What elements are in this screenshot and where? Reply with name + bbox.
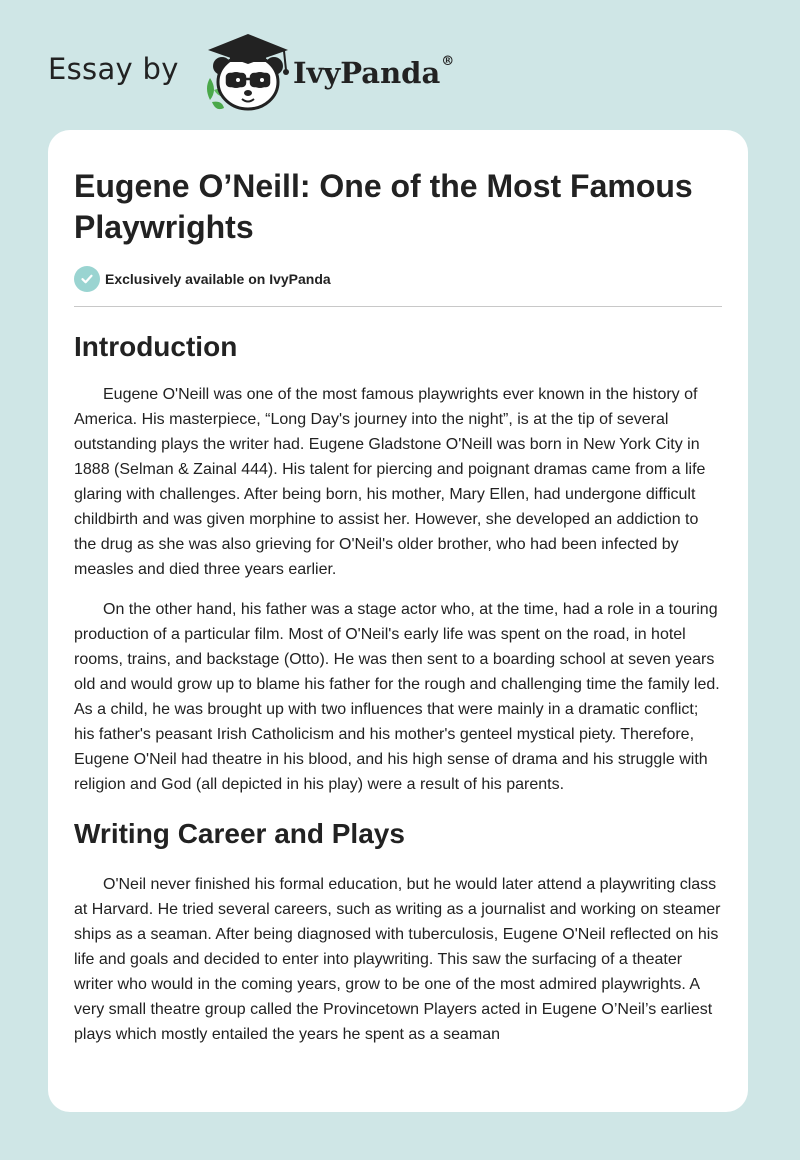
registered-mark: ® [441,54,455,69]
article-title: Eugene O’Neill: One of the Most Famous Playwrights [74,168,693,245]
check-circle-icon [74,266,100,292]
brand-name-text: IvyPanda [293,56,441,90]
paragraph: O'Neil never finished his formal education, but he would later attend a playwriting class at Harvard. He tried several careers, such as writing as a journalist and working on steamer ships as a seaman. After being diagnosed with tuberculosis, Eugene O'Neil reflected on his life and goals and decided to enter into playwriting. This saw the surfacing of a theater writer who would in the coming years, grow to be one of the most admired playwrights. A very small theatre group called the Provincetown Players acted in Eugene O’Neil’s earliest plays which mostly entailed the years he spent as a seaman [74,876,721,1043]
article-card [48,130,748,1112]
section-heading-writing-career: Writing Career and Plays [74,818,405,849]
exclusive-badge [74,265,722,293]
badge-text: Exclusively available on IvyPanda [105,271,331,287]
brand-prefix: Essay by [48,52,179,86]
site-brand[interactable] [48,30,508,114]
brand-name [293,56,454,90]
panda-graduate-icon [200,30,296,114]
paragraph: Eugene O'Neill was one of the most famous playwrights ever known in the history of America. His masterpiece, “Long Day's journey into the night”, is at the tip of several outstanding plays the writer had. Eugene Gladstone O'Neill was born in New York City in 1888 (Selman & Zainal 444). His talent for piercing and poignant dramas came from a life glaring with challenges. After being born, his mother, Mary Ellen, had undergone difficult childbirth and was given morphine to assist her. However, she developed an addiction to the drug as she was also grieving for O'Neil's older brother, who had been infected by measles and died three years earlier. [74,386,706,578]
paragraph: On the other hand, his father was a stage actor who, at the time, had a role in a touring production of a particular film. Most of O'Neil's early life was spent on the road, in hotel rooms, trains, and backstage (Otto). He was then sent to a boarding school at seven years old and would grow up to blame his father for the rough and challenging time the family led. As a child, he was brought up with two influences that were mainly in a dramatic conflict; his father's peasant Irish Catholicism and his mother's genteel mystical piety. Therefore, Eugene O'Neil had theatre in his blood, and his high sense of drama and his struggle with religion and God (all depicted in his play) were a result of his parents. [74,601,720,793]
section-heading-introduction: Introduction [74,331,238,362]
divider [74,306,722,307]
